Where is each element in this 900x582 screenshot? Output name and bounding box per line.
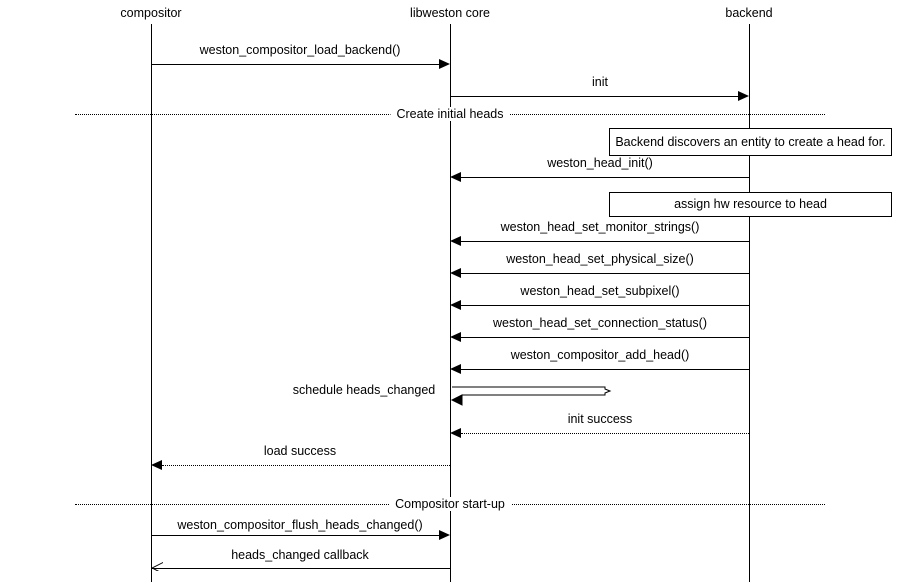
message-label-init: init <box>592 75 608 89</box>
message-line-init-success <box>461 433 749 434</box>
message-line-add-head <box>461 369 749 370</box>
note-assign-hw-resource: assign hw resource to head <box>609 192 892 217</box>
message-label-add-head: weston_compositor_add_head() <box>510 348 690 362</box>
lifeline-label-backend: backend <box>725 6 773 20</box>
arrow-head-right-init <box>738 91 749 101</box>
arrow-head-left-set-connection-status <box>450 332 461 342</box>
message-line-head-init <box>461 177 749 178</box>
arrow-head-left-head-init <box>450 172 461 182</box>
self-message-loop-schedule-heads-changed <box>450 382 615 408</box>
arrow-head-left-load-success <box>151 460 162 470</box>
arrow-head-left-init-success <box>450 428 461 438</box>
message-line-set-monitor-strings <box>461 241 749 242</box>
arrow-head-right-flush-heads-changed <box>439 530 450 540</box>
message-line-heads-changed-callback <box>151 568 450 569</box>
message-label-set-monitor-strings: weston_head_set_monitor_strings() <box>500 220 700 234</box>
arrow-head-left-add-head <box>450 364 461 374</box>
arrow-head-left-set-monitor-strings <box>450 236 461 246</box>
message-label-set-subpixel: weston_head_set_subpixel() <box>520 284 680 298</box>
message-label-schedule-heads-changed: schedule heads_changed <box>292 383 436 397</box>
message-label-init-success: init success <box>567 412 633 426</box>
message-label-heads-changed-callback: heads_changed callback <box>231 548 369 562</box>
message-line-load-success <box>162 465 450 466</box>
message-label-set-physical-size: weston_head_set_physical_size() <box>506 252 694 266</box>
message-label-set-connection-status: weston_head_set_connection_status() <box>492 316 708 330</box>
arrow-head-left-set-physical-size <box>450 268 461 278</box>
message-line-load-backend <box>151 64 439 65</box>
message-line-set-connection-status <box>461 337 749 338</box>
message-line-init <box>450 96 738 97</box>
note-backend-discovers-entity: Backend discovers an entity to create a head for. <box>609 128 892 156</box>
message-line-set-subpixel <box>461 305 749 306</box>
message-line-set-physical-size <box>461 273 749 274</box>
separator-label-create-initial-heads: Create initial heads <box>390 107 509 121</box>
arrow-head-left-heads-changed-callback <box>151 561 163 571</box>
lifeline-label-libweston-core: libweston core <box>410 6 490 20</box>
separator-label-compositor-start-up: Compositor start-up <box>389 497 511 511</box>
lifeline-compositor <box>151 24 152 582</box>
message-label-load-backend: weston_compositor_load_backend() <box>199 43 401 57</box>
message-line-flush-heads-changed <box>151 535 439 536</box>
message-label-load-success: load success <box>263 444 337 458</box>
message-label-flush-heads-changed: weston_compositor_flush_heads_changed() <box>177 518 423 532</box>
arrow-head-left-set-subpixel <box>450 300 461 310</box>
arrow-head-right-load-backend <box>439 59 450 69</box>
lifeline-backend <box>749 24 750 582</box>
message-label-head-init: weston_head_init() <box>547 156 653 170</box>
lifeline-label-compositor: compositor <box>120 6 182 20</box>
